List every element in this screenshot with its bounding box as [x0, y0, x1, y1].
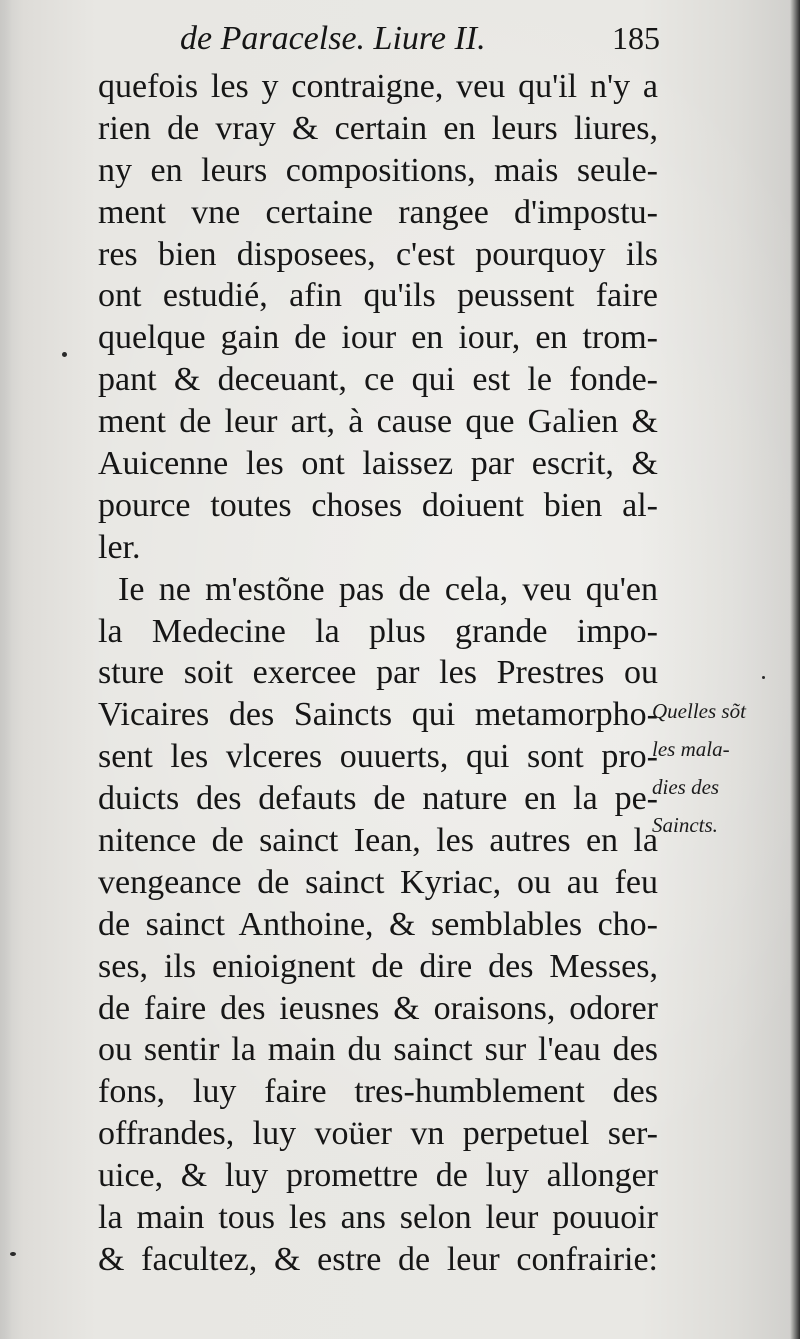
text-line: offrandes, luy voüer vn perpetuel ser-: [98, 1115, 658, 1153]
text-line: & facultez, & estre de leur confrairie:: [98, 1240, 658, 1278]
text-line: ou sentir la main du sainct sur l'eau des: [98, 1031, 658, 1069]
text-line: ont estudié, afin qu'ils peussent faire: [98, 277, 658, 315]
page-number: 185: [612, 20, 660, 56]
text-line: de faire des ieusnes & oraisons, odorer: [98, 989, 658, 1027]
text-line: fons, luy faire tres-humblement des: [98, 1073, 658, 1111]
margin-note: [652, 692, 772, 844]
text-line: ment vne certaine rangee d'impostu-: [98, 193, 658, 231]
text-line: vengeance de sainct Kyriac, ou au feu: [98, 863, 658, 901]
text-line: uice, & luy promettre de luy allonger: [98, 1157, 658, 1195]
text-line: la Medecine la plus grande impo-: [98, 612, 658, 650]
text-line: ny en leurs compositions, mais seule-: [98, 151, 658, 189]
running-title: de Paracelse. Liure II.: [180, 20, 486, 57]
text-line: nitence de sainct Iean, les autres en la: [98, 822, 658, 860]
text-line: quefois les y contraigne, veu qu'il n'y a: [98, 68, 658, 105]
margin-note-line: dies des: [652, 775, 720, 799]
text-line: la main tous les ans selon leur pouuoir: [98, 1199, 658, 1237]
ink-speck: [762, 676, 765, 679]
margin-note-line: les mala-: [652, 737, 730, 761]
text-line: sture soit exercee par les Prestres ou: [98, 654, 658, 692]
margin-note-line: Saincts.: [652, 813, 718, 837]
text-line: pant & deceuant, ce qui est le fonde-: [98, 361, 658, 399]
page-left-shadow: [0, 0, 12, 1339]
margin-note-line: Quelles sõt: [652, 699, 746, 723]
text-line: res bien disposees, c'est pourquoy ils: [98, 235, 658, 273]
text-line: rien de vray & certain en leurs liures,: [98, 109, 658, 147]
text-line: duicts des defauts de nature en la pe-: [98, 780, 658, 818]
text-line: ses, ils enioignent de dire des Messes,: [98, 947, 658, 985]
text-line: ler.: [98, 528, 141, 566]
body-text: [98, 66, 658, 1281]
page-header: [180, 14, 660, 62]
page-right-edge: [790, 0, 800, 1339]
ink-speck: [62, 352, 67, 357]
text-line: sent les vlceres ouuerts, qui sont pro-: [98, 738, 658, 776]
text-line: de sainct Anthoine, & semblables cho-: [98, 905, 658, 943]
ink-speck: [10, 1252, 16, 1256]
text-line: quelque gain de iour en iour, en trom-: [98, 319, 658, 357]
paragraph-start-line: Ie ne m'estõne pas de cela, veu qu'en: [118, 570, 658, 608]
text-line: Auicenne les ont laissez par escrit, &: [98, 445, 658, 483]
text-line: ment de leur art, à cause que Galien &: [98, 403, 658, 441]
text-line: Vicaires des Saincts qui metamorpho-: [98, 696, 658, 734]
text-line: pource toutes choses doiuent bien al-: [98, 486, 658, 524]
